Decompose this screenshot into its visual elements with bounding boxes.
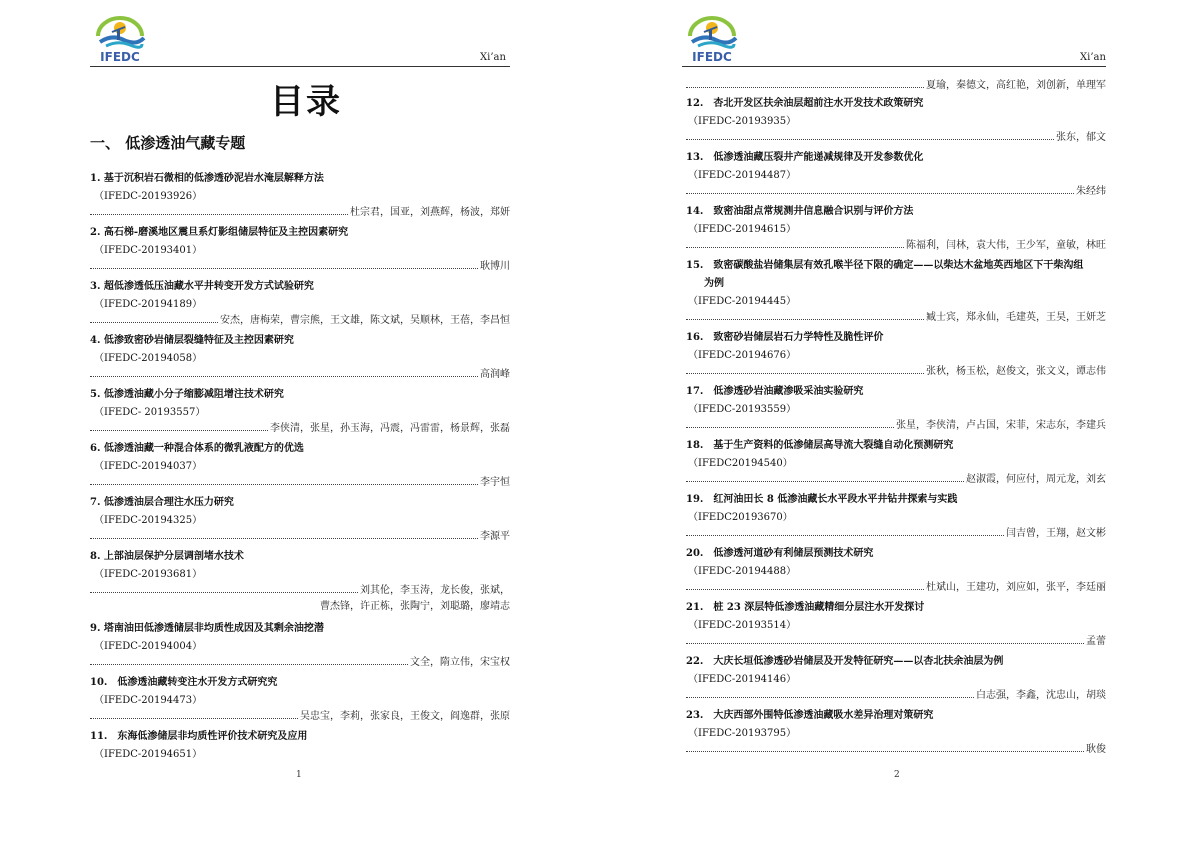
section-heading: 一、 低渗透油气藏专题: [90, 134, 246, 152]
entry-authors: 耿俊: [1086, 744, 1106, 755]
entry-code: （IFEDC-20193401）: [94, 245, 203, 256]
dot-leader: [686, 87, 924, 88]
header-location: Xi’an: [480, 52, 506, 63]
author-line: [686, 128, 1106, 143]
author-line: [90, 527, 510, 542]
entry-authors: 杜宗君，国亚，刘燕辉，杨波，郑妍: [350, 207, 510, 218]
author-line: [686, 308, 1106, 323]
entry-title: 12. 杏北开发区扶余油层超前注水开发技术政策研究: [686, 98, 924, 109]
entry-authors: 孟蕾: [1086, 636, 1106, 647]
author-line: [686, 236, 1106, 251]
entry-title: 20. 低渗透河道砂有利储层预测技术研究: [686, 548, 874, 559]
author-line: [686, 416, 1106, 431]
author-line: [686, 76, 1106, 91]
author-line: [686, 632, 1106, 647]
entry-title: 15. 致密碳酸盐岩储集层有效孔喉半径下限的确定——以柴达木盆地英西地区下干柴沟组: [686, 260, 1084, 271]
entry-code: （IFEDC-20194676）: [688, 350, 797, 361]
entry-authors-extra: 曹杰锋，许正栋，张陶宁，刘聪璐，廖靖志: [320, 601, 510, 612]
author-line: [90, 707, 510, 722]
entry-authors: 张秋，杨玉松，赵俊文，张文义，谭志伟: [926, 366, 1106, 377]
dot-leader: [686, 751, 1084, 752]
entry-title: 13. 低渗透油藏压裂井产能递减规律及开发参数优化: [686, 152, 924, 163]
entry-title: 19. 红河油田长 8 低渗油藏长水平段水平井钻井探索与实践: [686, 494, 958, 505]
author-line: [686, 470, 1106, 485]
entry-authors: 臧士宾，郑永仙，毛建英，王昊，王妍芝: [926, 312, 1106, 323]
dot-leader: [686, 373, 924, 374]
entry-code: （IFEDC-20194445）: [688, 296, 797, 307]
entry-authors: 白志强，李鑫，沈忠山，胡琰: [976, 690, 1106, 701]
entry-title: 2. 高石梯-磨溪地区震旦系灯影组储层特征及主控因素研究: [90, 227, 349, 238]
dot-leader: [686, 319, 924, 320]
author-line: [686, 740, 1106, 755]
entry-authors: 高润峰: [480, 369, 510, 380]
entry-authors: 李侠清，张星，孙玉海，冯震，冯雷雷，杨景辉，张磊: [270, 423, 510, 434]
entry-authors: 吴忠宝，李莉，张家良，王俊文，阎逸群，张原: [300, 711, 510, 722]
entry-title: 6. 低渗透油藏一种混合体系的微乳液配方的优选: [90, 443, 304, 454]
dot-leader: [686, 139, 1054, 140]
author-line: [90, 581, 510, 596]
dot-leader: [686, 589, 924, 590]
entry-code: （IFEDC-20194473）: [94, 695, 203, 706]
entry-authors: 赵淑霞，何应付，周元龙，刘玄: [966, 474, 1106, 485]
entry-authors: 杜斌山，王建功，刘应如，张平，李廷丽: [926, 582, 1106, 593]
dot-leader: [686, 697, 974, 698]
entry-title: 9. 塔南油田低渗透储层非均质性成因及其剩余油挖潜: [90, 623, 324, 634]
entry-authors: 李宇恒: [480, 477, 510, 488]
entry-title: 23. 大庆西部外围特低渗透油藏吸水差异治理对策研究: [686, 710, 934, 721]
entry-code: （IFEDC-20194487）: [688, 170, 797, 181]
entry-title: 18. 基于生产资料的低渗储层高导流大裂缝自动化预测研究: [686, 440, 954, 451]
dot-leader: [686, 643, 1084, 644]
entry-authors: 张星，李侠清，卢占国，宋菲，宋志东，李建兵: [896, 420, 1106, 431]
dot-leader: [686, 481, 964, 482]
entry-authors: 夏瑜，秦德文，高红艳，刘创新，单理军: [926, 80, 1106, 91]
entry-code: （IFEDC20194540）: [688, 458, 793, 469]
dot-leader: [686, 535, 1004, 536]
author-line: [90, 365, 510, 380]
entry-authors: 刘其伦，李玉涛，龙长俊，张斌，: [360, 585, 510, 596]
entry-code: （IFEDC-20193935）: [688, 116, 797, 127]
entry-title: 8. 上部油层保护分层调剖堵水技术: [90, 551, 244, 562]
dot-leader: [90, 538, 478, 539]
entry-title: 5. 低渗透油藏小分子缩膨减阻增注技术研究: [90, 389, 284, 400]
page-title: 目录: [270, 82, 342, 122]
entry-title: 4. 低渗致密砂岩储层裂缝特征及主控因素研究: [90, 335, 294, 346]
author-line: [90, 419, 510, 434]
author-line: [686, 686, 1106, 701]
author-line: [90, 257, 510, 272]
dot-leader: [90, 592, 358, 593]
page-number: 1: [296, 770, 302, 780]
entry-authors: 朱经纬: [1076, 186, 1106, 197]
entry-authors: 文全，隋立伟，宋宝权: [410, 657, 510, 668]
entry-code: （IFEDC-20194189）: [94, 299, 203, 310]
dot-leader: [90, 268, 478, 269]
entry-title-cont: 为例: [704, 278, 724, 289]
entry-code: （IFEDC-20194146）: [688, 674, 797, 685]
author-line: [686, 362, 1106, 377]
entry-code: （IFEDC-20193681）: [94, 569, 203, 580]
entry-code: （IFEDC20193670）: [688, 512, 793, 523]
entry-code: （IFEDC-20193514）: [688, 620, 797, 631]
entry-code: （IFEDC-20194651）: [94, 749, 203, 760]
entry-title: 3. 超低渗透低压油藏水平井转变开发方式试验研究: [90, 281, 314, 292]
dot-leader: [90, 376, 478, 377]
logo-text: IFEDC: [692, 50, 732, 64]
author-line: [90, 311, 510, 326]
author-line: [686, 578, 1106, 593]
entry-code: （IFEDC- 20193557）: [94, 407, 206, 418]
entry-title: 17. 低渗透砂岩油藏渗吸采油实验研究: [686, 386, 864, 397]
entry-authors: 李源平: [480, 531, 510, 542]
entry-title: 11. 东海低渗储层非均质性评价技术研究及应用: [90, 731, 308, 742]
entry-authors: 耿博川: [480, 261, 510, 272]
entry-title: 7. 低渗透油层合理注水压力研究: [90, 497, 234, 508]
entry-title: 22. 大庆长垣低渗透砂岩储层及开发特征研究——以杏北扶余油层为例: [686, 656, 1004, 667]
entry-code: （IFEDC-20193559）: [688, 404, 797, 415]
entry-title: 14. 致密油甜点常规测井信息融合识别与评价方法: [686, 206, 914, 217]
entry-code: （IFEDC-20194488）: [688, 566, 797, 577]
dot-leader: [686, 427, 894, 428]
dot-leader: [686, 193, 1074, 194]
entry-title: 1. 基于沉积岩石微相的低渗透砂泥岩水淹层解释方法: [90, 173, 324, 184]
entry-title: 21. 桩 23 深层特低渗透油藏精细分层注水开发探讨: [686, 602, 925, 613]
author-line: [686, 524, 1106, 539]
dot-leader: [90, 484, 478, 485]
entry-code: （IFEDC-20193926）: [94, 191, 203, 202]
author-line: [90, 203, 510, 218]
dot-leader: [90, 214, 348, 215]
entry-authors: 陈福利，闫林，袁大伟，王少军，童敏，林旺: [906, 240, 1106, 251]
entry-authors: 闫吉曾，王翔，赵文彬: [1006, 528, 1106, 539]
header-rule: [682, 66, 1106, 67]
entry-code: （IFEDC-20194615）: [688, 224, 797, 235]
header-location: Xi’an: [1080, 52, 1106, 63]
entry-title: 16. 致密砂岩储层岩石力学特性及脆性评价: [686, 332, 884, 343]
author-line: [90, 653, 510, 668]
author-line: [686, 182, 1106, 197]
author-line: [90, 473, 510, 488]
header-rule: [90, 66, 510, 67]
entry-authors: 安杰，唐梅荣，曹宗熊，王文雄，陈文斌，吴顺林，王蓓，李昌恒: [220, 315, 510, 326]
page-2: [596, 0, 1192, 842]
entry-code: （IFEDC-20194058）: [94, 353, 203, 364]
page-number: 2: [894, 770, 900, 780]
dot-leader: [686, 247, 904, 248]
logo-text: IFEDC: [100, 50, 140, 64]
dot-leader: [90, 430, 268, 431]
entry-code: （IFEDC-20193795）: [688, 728, 797, 739]
entry-code: （IFEDC-20194325）: [94, 515, 203, 526]
dot-leader: [90, 322, 218, 323]
dot-leader: [90, 664, 408, 665]
entry-code: （IFEDC-20194004）: [94, 641, 203, 652]
entry-code: （IFEDC-20194037）: [94, 461, 203, 472]
entry-title: 10. 低渗透油藏转变注水开发方式研究究: [90, 677, 278, 688]
entry-authors: 张东，郁文: [1056, 132, 1106, 143]
dot-leader: [90, 718, 298, 719]
